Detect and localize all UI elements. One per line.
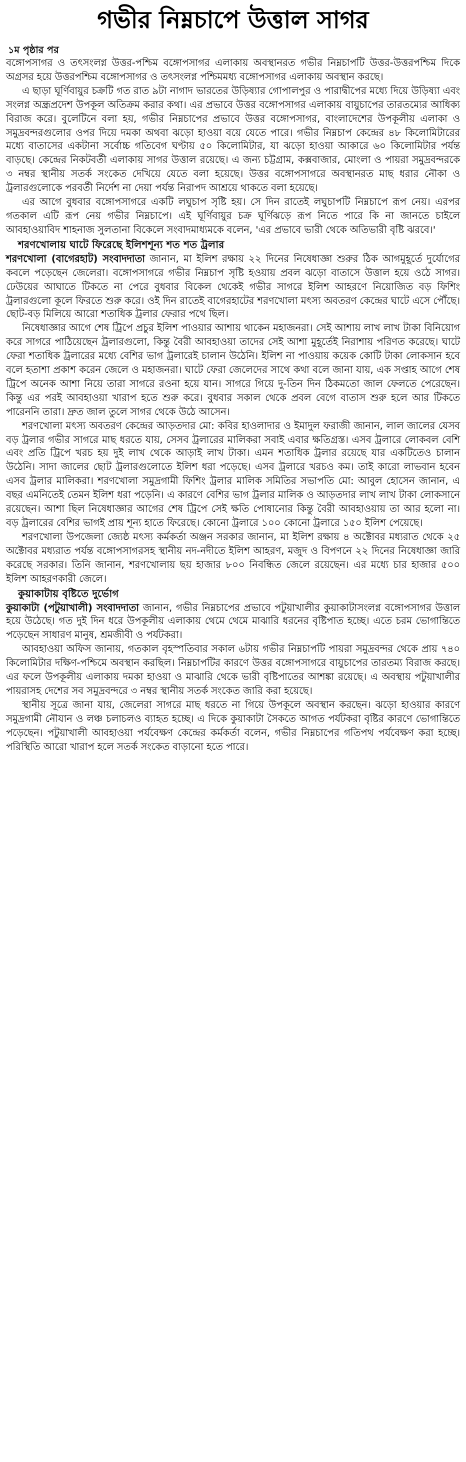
sharankhola-paragraph: শরণখোলা মৎস্য অবতরণ কেন্দ্রের আড়তদার মো: কবির হাওলাদার ও ইমাদুল ফরাজী জানান, লাল জালের যেসব বড় ট্রলার গভীর সাগরে মাছ ধরতে যায়, সেসব ট্রলারের মালিকরা সবাই এবার ক্ষতিগ্রস্ত। এসব ট্রলারে লোকবল বেশি এবং প্রতি ট্রিপে খরচ হয় দুই লাখ থেকে আড়াই লাখ টাকা। এমন শতাধিক ট্রলার রয়েছে যার একটিতেও চালান উঠেনি। সাদা জালের ছোট ট্রলারগুলোতে ইলিশ ধরা পড়েছে। এসব ট্রলারে খরচও কম। তাই কারো লাভবান হবেন এসব ট্রলার মালিকরা। শরণখোলা সমুদ্রগামী ফিশিং ট্রলার মালিক সমিতির সভাপতি মো: আবুল হোসেন জানান, এ বছর এমনিতেই তেমন ইলিশ ধরা পড়েনি। এ কারণে বেশির ভাগ ট্রলার মালিক ও আড়তদার লাখ লাখ টাকা লোকসানে রয়েছেন। আশা ছিল নিষেধাজ্ঞার আগের শেষ ট্রিপে সেই ক্ষতি পোষানোর কিন্তু বৈরী আবহাওয়ায় তা আর হলো না। বড় ট্রলারের বেশির ভাগই প্রায় শূন্য হাতে ফিরেছে। কোনো ট্রলারে ১০০ কোনো ট্রলারে ১৫০ ইলিশ পেয়েছে। <box>6 420 460 529</box>
kuakata-paragraph: স্থানীয় সূত্রে জানা যায়, জেলেরা সাগরে মাছ ধরতে না গিয়ে উপকূলে অবস্থান করছেন। ঝড়ো হাওয়ার কারণে সমুদ্রগামী নৌযান ও লঞ্চ চলাচলও ব্যাহত হচ্ছে। এ দিকে কুয়াকাটা সৈকতে আগত পর্যটকরা বৃষ্টির কারণে ভোগান্তিতে পড়েছেন। পটুয়াখালী আবহাওয়া পর্যবেক্ষণ কেন্দ্রের কর্মকর্তা বলেন, গভীর নিম্নচাপের গতিপথ পর্যবেক্ষণ করা হচ্ছে। পরিস্থিতি আরো খারাপ হলে সতর্ক সংকেত বাড়ানো হতে পারে। <box>6 699 460 753</box>
kuakata-lead-paragraph <box>6 602 460 644</box>
kuakata-paragraph: আবহাওয়া অফিস জানায়, গতকাল বৃহস্পতিবার সকাল ৬টায় গভীর নিম্নচাপটি পায়রা সমুদ্রবন্দর থেকে প্রায় ৭৪০ কিলোমিটার দক্ষিণ-পশ্চিমে অবস্থান করছিল। নিম্নচাপটির কারণে উত্তর বঙ্গোপসাগরে বায়ুচাপের তারতম্য বিরাজ করছে। এর ফলে উপকূলীয় এলাকায় দমকা হাওয়া ও মাঝারি থেকে ভারী বৃষ্টিপাতের আশঙ্কা রয়েছে। এ অবস্থায় পটুয়াখালীর পায়রাসহ দেশের সব সমুদ্রবন্দরে ৩ নম্বর স্থানীয় সতর্ক সংকেত জারি করা হয়েছে। <box>6 644 460 697</box>
sharankhola-lead-paragraph <box>6 253 460 323</box>
section-heading-sharankhola: শরণখোলায় ঘাটে ফিরেছে ইলিশশূন্য শত শত ট্রলার <box>18 239 225 251</box>
article-body <box>6 57 460 755</box>
section-heading-kuakata: কুয়াকাটায় বৃষ্টিতে দুর্ভোগ <box>18 588 119 600</box>
kuakata-lead-text: জানান, গভীর নিম্নচাপের প্রভাবে পটুয়াখালীর কুয়াকাটাসংলগ্ন বঙ্গোপসাগর উত্তাল হয়ে উঠেছে। গত দুই দিন ধরে উপকূলীয় এলাকায় থেমে থেমে মাঝারি ধরনের বৃষ্টিপাত হচ্ছে। এতে চরম ভোগান্তিতে পড়েছেন সাধারণ মানুষ, শ্রমজীবী ও পর্যটকরা। <box>6 602 460 642</box>
intro-paragraph: বঙ্গোপসাগর ও তৎসংলগ্ন উত্তর-পশ্চিম বঙ্গোপসাগর এলাকায় অবস্থানরত গভীর নিম্নচাপটি উত্তর-উত্তরপশ্চিম দিকে অগ্রসর হয়ে উত্তরপশ্চিম বঙ্গোপসাগর ও তৎসংলগ্ন পশ্চিমমধ্য বঙ্গোপসাগর এলাকায় অবস্থান করছে। <box>6 58 460 83</box>
sharankhola-lead-text: জানান, মা ইলিশ রক্ষায় ২২ দিনের নিষেধাজ্ঞা শুরুর ঠিক আগমুহূর্তে দুর্যোগের কবলে পড়েছেন জেলেরা। বঙ্গোপসাগরে গভীর নিম্নচাপ সৃষ্টি হওয়ায় প্রবল ঝড়ো বাতাসে উত্তাল হয়ে ওঠে সাগর। ঢেউয়ের আঘাতে টিকতে না পেরে বুধবার বিকেল থেকেই গভীর সাগরে ইলিশ আহরণে নিয়োজিত বড় ফিশিং ট্রলারগুলো কূলে ফিরতে শুরু করে। ওই দিন রাতেই বাগেরহাটের শরণখোলা মৎস্য অবতরণ কেন্দ্রের ঘাটে এসে পৌঁছে। ছোট-বড় মিলিয়ে আরো শতাধিক ট্রলার ফেরার পথে ছিল। <box>6 253 460 321</box>
kuakata-dateline: কুয়াকাটা (পটুয়াখালী) সংবাদদাতা <box>6 602 139 614</box>
intro-paragraph: এ ছাড়া ঘূর্ণিবায়ুর চক্রটি গত রাত ৯টা নাগাদ ভারতের উড়িষ্যার গোপালপুর ও পারাদ্বীপের মধ্যে দিয়ে উড়িষ্যা এবং সংলগ্ন অন্ধ্রপ্রদেশ উপকূল অতিক্রম করার কথা। এর প্রভাবে উত্তর বঙ্গোপসাগর এলাকায় বায়ুচাপের তারতম্যের আধিক্য বিরাজ করে। বুলেটিনে বলা হয়, গভীর নিম্নচাপের প্রভাবে উত্তর বঙ্গোপসাগর, বাংলাদেশের উপকূলীয় এলাকা ও সমুদ্রবন্দরগুলোর ওপর দিয়ে দমকা অথবা ঝড়ো হাওয়া বয়ে যেতে পারে। গভীর নিম্নচাপ কেন্দ্রের ৪৮ কিলোমিটারের মধ্যে বাতাসের একটানা সর্বোচ্চ গতিবেগ ঘণ্টায় ৫০ কিলোমিটার, যা ঝড়ো হাওয়া আকারে ৬০ কিলোমিটার পর্যন্ত বাড়ছে। কেন্দ্রের নিকটবর্তী এলাকায় সাগর উত্তাল রয়েছে। এ জন্য চট্টগ্রাম, কক্সবাজার, মোংলা ও পায়রা সমুদ্রবন্দরকে ৩ নম্বর স্থানীয় সতর্ক সংকেত দেখিয়ে যেতে বলা হয়েছে। উত্তর বঙ্গোপসাগরে অবস্থানরত মাছ ধরার নৌকা ও ট্রলারগুলোকে পরবর্তী নির্দেশ না দেয়া পর্যন্ত নিরাপদ আশ্রয়ে থাকতে বলা হয়েছে। <box>6 85 460 195</box>
sharankhola-dateline: শরণখোলা (বাগেরহাট) সংবাদদাতা <box>6 253 145 265</box>
intro-paragraph: এর আগে বুধবার বঙ্গোপসাগরে একটি লঘুচাপ সৃষ্টি হয়। সে দিন রাতেই লঘুচাপটি নিম্নচাপে রূপ নেয়। এরপর গতকাল এটি রূপ নেয় গভীর নিম্নচাপে। এই ঘূর্ণিবায়ুর চক্র ঘূর্ণিঝড়ে রূপ নিতে পারে কি না জানতে চাইলে আবহাওয়াবিদ শাহনাজ সুলতানা বিকেলে সংবাদমাধ্যমকে বলেন, 'এর প্রভাবে ভারী থেকে অতিভারী বৃষ্টি ঝরবে।' <box>6 197 460 236</box>
jump-label: ১ম পৃষ্ঠার পর <box>8 45 59 56</box>
sharankhola-paragraph: নিষেধাজ্ঞার আগে শেষ ট্রিপে প্রচুর ইলিশ পাওয়ার আশায় থাকেন মহাজনরা। সেই আশায় লাখ লাখ টাকা বিনিয়োগ করে সাগরে পাঠিয়েছেন ট্রলারগুলো, কিন্তু বৈরী আবহাওয়া তাদের সেই আশা মুহূর্তেই নিরাশায় পরিণত করেছে। ঘাটে ফেরা শতাধিক ট্রলারের মধ্যে বেশির ভাগ ট্রলারেই চালান উঠেনি। ইলিশ না পাওয়ায় কয়েক কোটি টাকা লোকসান হবে বলে হতাশা প্রকাশ করেন জেলে ও মহাজনরা। ঘাটে ফেরা জেলেদের সাথে কথা বলে জানা যায়, এক সপ্তাহ আগে শেষ ট্রিপে অনেক আশা নিয়ে তারা সাগরে রওনা হয়ে যান। সাগরে গিয়ে দু-তিন দিন ঠিকমতো জাল ফেলতে পেরেছেন। কিন্তু এর পরই আবহাওয়া খারাপ হতে শুরু করে। বুধবার সকাল থেকে প্রবল বেগে বাতাস শুরু হলে আর টিকতে পারেননি তারা। দ্রুত জাল তুলে সাগর থেকে উঠে আসেন। <box>6 323 460 418</box>
sharankhola-paragraph: শরণখোলা উপজেলা জ্যেষ্ঠ মৎস্য কর্মকর্তা অঞ্জন সরকার জানান, মা ইলিশ রক্ষায় ৪ অক্টোবর মধ্যরাত থেকে ২৫ অক্টোবর মধ্যরাত পর্যন্ত বঙ্গোপসাগরসহ স্থানীয় নদ-নদীতে ইলিশ আহরণ, মজুদ ও বিপণনে ২২ দিনের নিষেধাজ্ঞা জারি করেছে সরকার। তিনি জানান, শরণখোলায় ছয় হাজার ৮০০ নিবন্ধিত জেলে রয়েছেন। এর মধ্যে চার হাজার ৫০০ ইলিশ আহরণকারী জেলে। <box>6 531 460 585</box>
headline: গভীর নিম্নচাপে উত্তাল সাগর <box>97 6 369 34</box>
